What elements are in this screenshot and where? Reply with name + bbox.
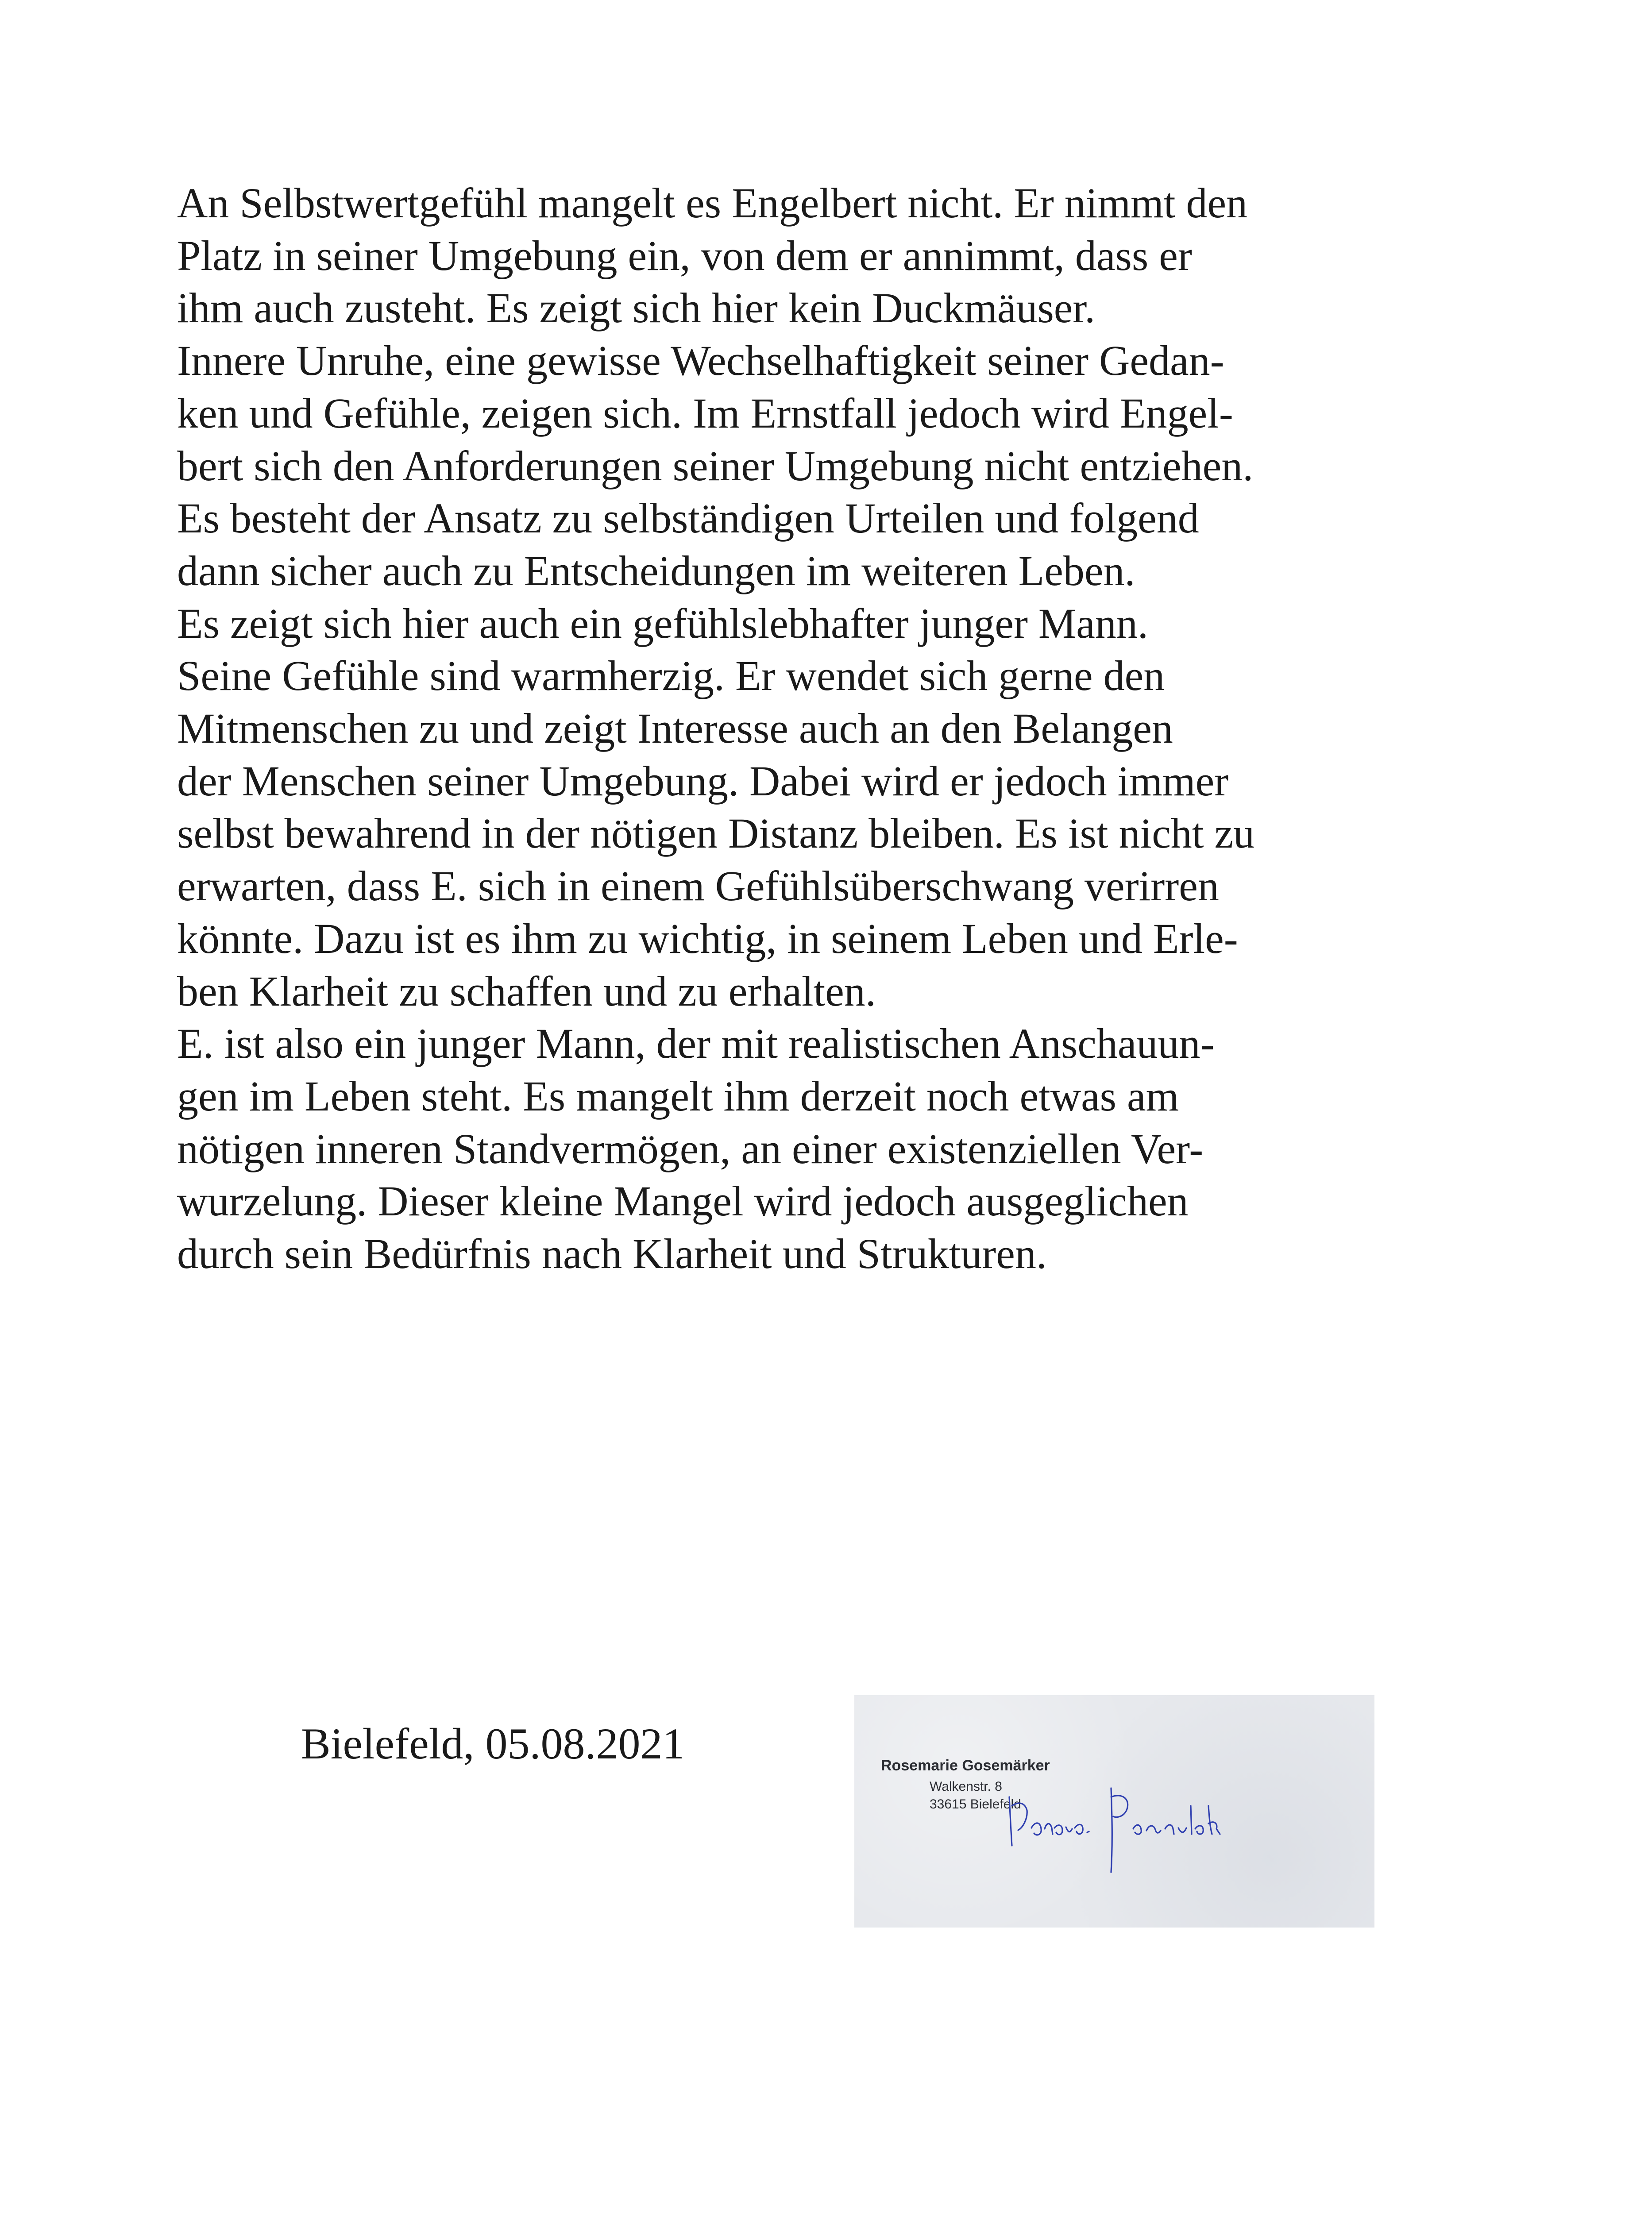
- text-line: dann sicher auch zu Entscheidungen im weiteren Leben.: [177, 547, 1135, 594]
- stamp-city: 33615 Bielefeld: [930, 1797, 1021, 1812]
- handwritten-signature: [1000, 1779, 1337, 1890]
- text-line: Es besteht der Ansatz zu selbständigen Urteilen und folgend: [177, 494, 1199, 542]
- text-line: Es zeigt sich hier auch ein gefühlslebhafter junger Mann.: [177, 599, 1148, 647]
- stamp-signature-image: [854, 1695, 1374, 1928]
- text-line: wurzelung. Dieser kleine Mangel wird jedoch ausgeglichen: [177, 1177, 1189, 1225]
- text-line: erwarten, dass E. sich in einem Gefühlsüberschwang verirren: [177, 862, 1219, 910]
- stamp-name: Rosemarie Gosemärker: [881, 1757, 1050, 1774]
- text-line: Innere Unruhe, eine gewisse Wechselhaftigkeit seiner Gedan-: [177, 337, 1224, 385]
- report-body-text: [177, 177, 1505, 1280]
- text-line: der Menschen seiner Umgebung. Dabei wird er jedoch immer: [177, 757, 1229, 805]
- text-line: nötigen inneren Standvermögen, an einer existenziellen Ver-: [177, 1125, 1204, 1172]
- text-line: selbst bewahrend in der nötigen Distanz bleiben. Es ist nicht zu: [177, 810, 1255, 857]
- text-line: An Selbstwertgefühl mangelt es Engelbert nicht. Er nimmt den: [177, 179, 1248, 227]
- text-line: Platz in seiner Umgebung ein, von dem er annimmt, dass er: [177, 231, 1192, 279]
- text-line: ben Klarheit zu schaffen und zu erhalten.: [177, 967, 876, 1015]
- place-date: Bielefeld, 05.08.2021: [301, 1719, 685, 1768]
- text-line: ken und Gefühle, zeigen sich. Im Ernstfall jedoch wird Engel-: [177, 389, 1233, 437]
- text-line: ihm auch zusteht. Es zeigt sich hier kein Duckmäuser.: [177, 284, 1096, 332]
- text-line: gen im Leben steht. Es mangelt ihm derzeit noch etwas am: [177, 1072, 1179, 1120]
- text-line: könnte. Dazu ist es ihm zu wichtig, in seinem Leben und Erle-: [177, 914, 1238, 962]
- text-line: durch sein Bedürfnis nach Klarheit und Strukturen.: [177, 1230, 1047, 1278]
- text-line: Seine Gefühle sind warmherzig. Er wendet sich gerne den: [177, 652, 1165, 700]
- text-line: bert sich den Anforderungen seiner Umgebung nicht entziehen.: [177, 442, 1254, 490]
- text-line: E. ist also ein junger Mann, der mit realistischen Anschauun-: [177, 1020, 1215, 1068]
- stamp-street: Walkenstr. 8: [930, 1779, 1002, 1794]
- text-line: Mitmenschen zu und zeigt Interesse auch an den Belangen: [177, 705, 1173, 752]
